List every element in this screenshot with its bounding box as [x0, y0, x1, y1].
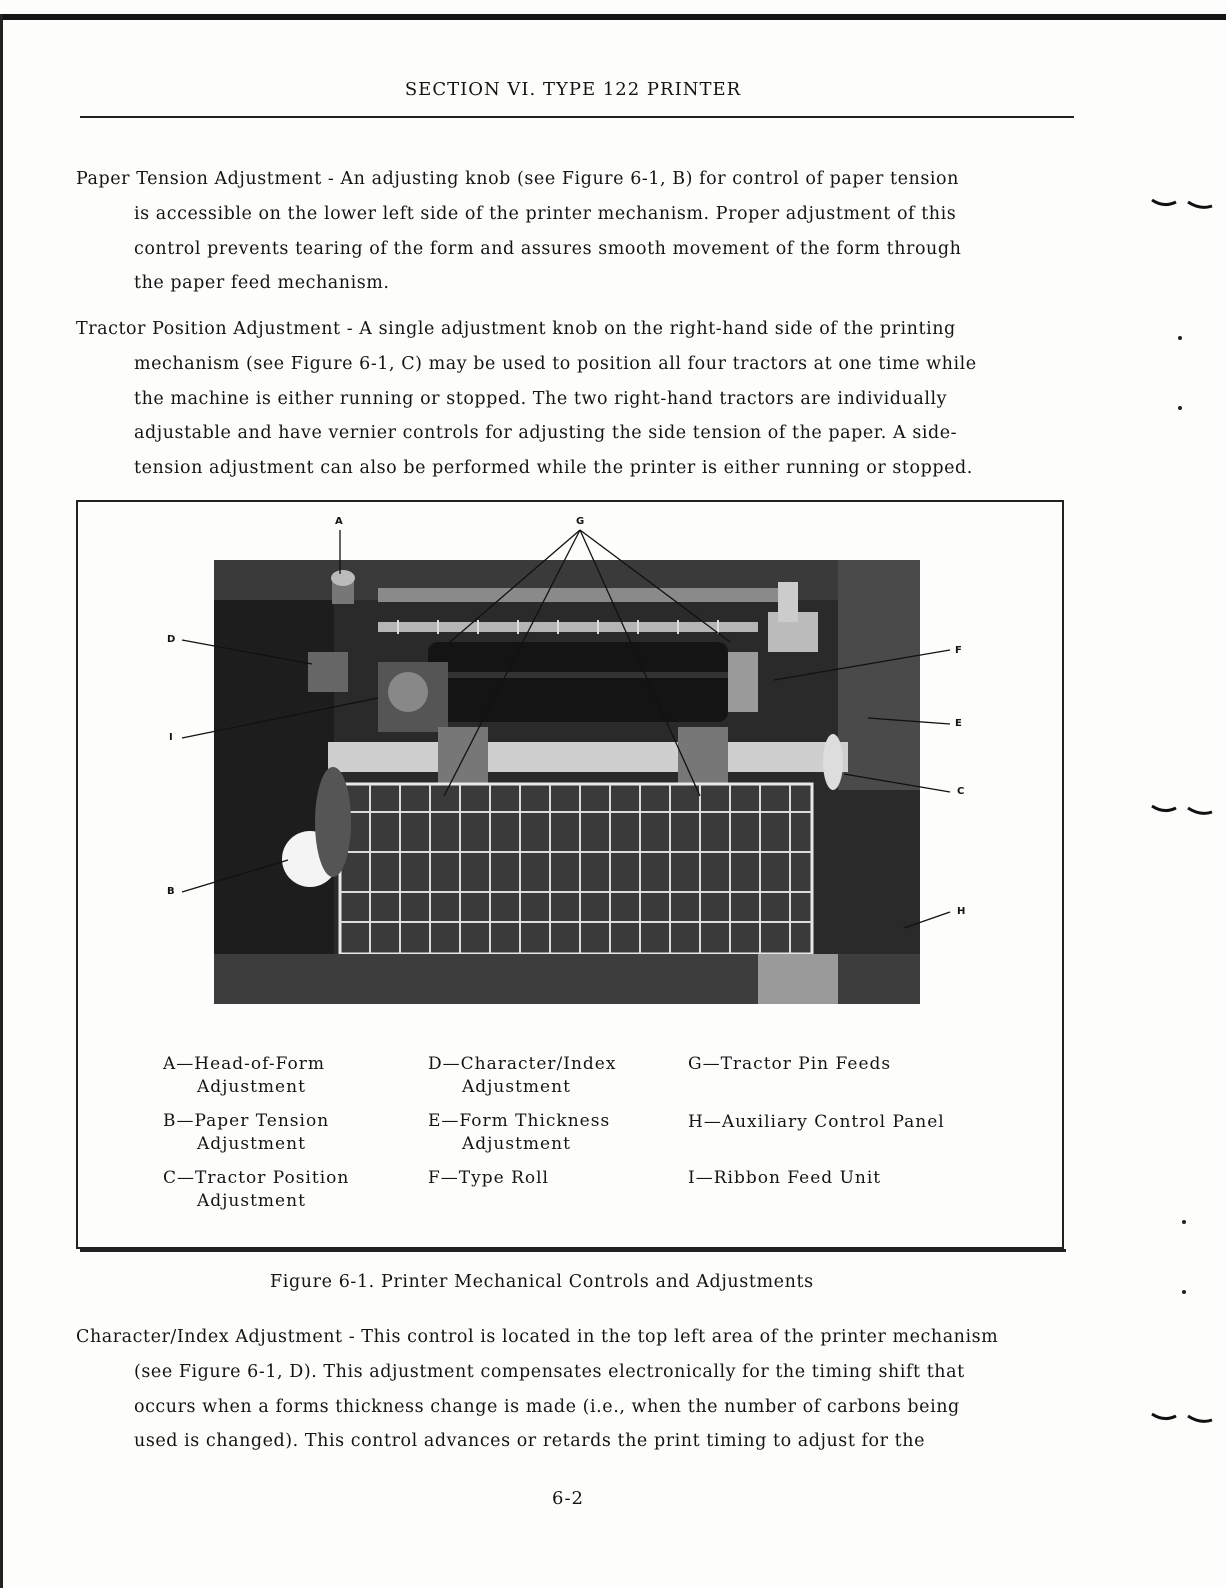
callout-b: B — [167, 886, 175, 897]
legend-item-h — [688, 1111, 945, 1134]
paragraph-line: Character/Index Adjustment - This control is located in the top left area of the printer mechanism — [76, 1327, 999, 1347]
paragraph-line: tension adjustment can also be performed while the printer is either running or stopped. — [134, 458, 973, 479]
legend-item-a — [163, 1053, 325, 1099]
legend-item-d — [428, 1053, 616, 1099]
paragraph-line: mechanism (see Figure 6-1, C) may be used to position all four tractors at one time while — [134, 353, 977, 374]
legend-item-i — [688, 1167, 881, 1190]
paragraph-line: is accessible on the lower left side of the printer mechanism. Proper adjustment of this — [134, 203, 957, 224]
section-header: SECTION VI. TYPE 122 PRINTER — [404, 79, 742, 100]
paragraph-line: Paper Tension Adjustment - An adjusting knob (see Figure 6-1, B) for control of paper tension — [76, 169, 959, 189]
paragraph-line: Tractor Position Adjustment - A single adjustment knob on the right-hand side of the printing — [76, 319, 956, 339]
paragraph-line: used is changed). This control advances or retards the print timing to adjust for the — [134, 1431, 925, 1452]
callout-g: G — [576, 516, 585, 527]
legend-item-f — [428, 1167, 549, 1190]
callout-i: I — [169, 732, 173, 743]
speck-mark-icon — [1176, 334, 1184, 342]
legend-label: A—Head-of-Form — [163, 1054, 325, 1074]
paragraph-line: the machine is either running or stopped. The two right-hand tractors are individually — [134, 388, 948, 409]
legend-label: C—Tractor Position — [163, 1168, 350, 1188]
legend-item-g — [688, 1053, 891, 1076]
legend-item-c — [163, 1167, 349, 1213]
callout-h: H — [957, 906, 966, 917]
binding-mark-icon — [1150, 194, 1214, 214]
paragraph-tractor-position — [76, 312, 1086, 486]
legend-label: Adjustment — [197, 1077, 306, 1097]
legend-label: D—Character/Index — [428, 1054, 617, 1074]
paragraph-character-index — [76, 1320, 1086, 1459]
speck-mark-icon — [1180, 1288, 1188, 1296]
callout-c: C — [957, 786, 965, 797]
binding-mark-icon — [1150, 1408, 1214, 1428]
scan-left-border — [0, 14, 3, 1588]
scan-top-border — [0, 14, 1226, 20]
legend-label: H—Auxiliary Control Panel — [688, 1112, 945, 1132]
printer-photo — [78, 502, 1062, 1022]
paragraph-line: the paper feed mechanism. — [134, 273, 390, 294]
paragraph-line: (see Figure 6-1, D). This adjustment compensates electronically for the timing shift that — [134, 1361, 965, 1382]
callout-f: F — [955, 645, 962, 656]
legend-label: Adjustment — [462, 1077, 571, 1097]
legend-item-e — [428, 1110, 610, 1156]
legend-label: G—Tractor Pin Feeds — [688, 1054, 892, 1074]
legend-label: Adjustment — [462, 1134, 571, 1154]
speck-mark-icon — [1180, 1218, 1188, 1226]
page-number: 6-2 — [552, 1488, 584, 1509]
figure-frame — [76, 500, 1064, 1249]
binding-mark-icon — [1150, 800, 1214, 820]
legend-label: B—Paper Tension — [163, 1111, 330, 1131]
callout-d: D — [167, 634, 176, 645]
legend-label: E—Form Thickness — [428, 1111, 611, 1131]
legend-label: I—Ribbon Feed Unit — [688, 1168, 882, 1188]
paragraph-line: control prevents tearing of the form and assures smooth movement of the form through — [134, 238, 962, 259]
legend-label: Adjustment — [197, 1134, 306, 1154]
callout-a: A — [335, 516, 343, 527]
figure-caption: Figure 6-1. Printer Mechanical Controls and Adjustments — [270, 1272, 814, 1292]
figure-frame-shadow — [80, 1249, 1066, 1252]
header-rule — [80, 116, 1074, 118]
legend-label: F—Type Roll — [428, 1168, 549, 1188]
paragraph-paper-tension — [76, 162, 1086, 301]
legend-label: Adjustment — [197, 1191, 306, 1211]
paragraph-line: occurs when a forms thickness change is made (i.e., when the number of carbons being — [134, 1396, 960, 1417]
speck-mark-icon — [1176, 404, 1184, 412]
callout-e: E — [955, 718, 962, 729]
legend-item-b — [163, 1110, 329, 1156]
paragraph-line: adjustable and have vernier controls for adjusting the side tension of the paper. A side- — [134, 423, 958, 444]
